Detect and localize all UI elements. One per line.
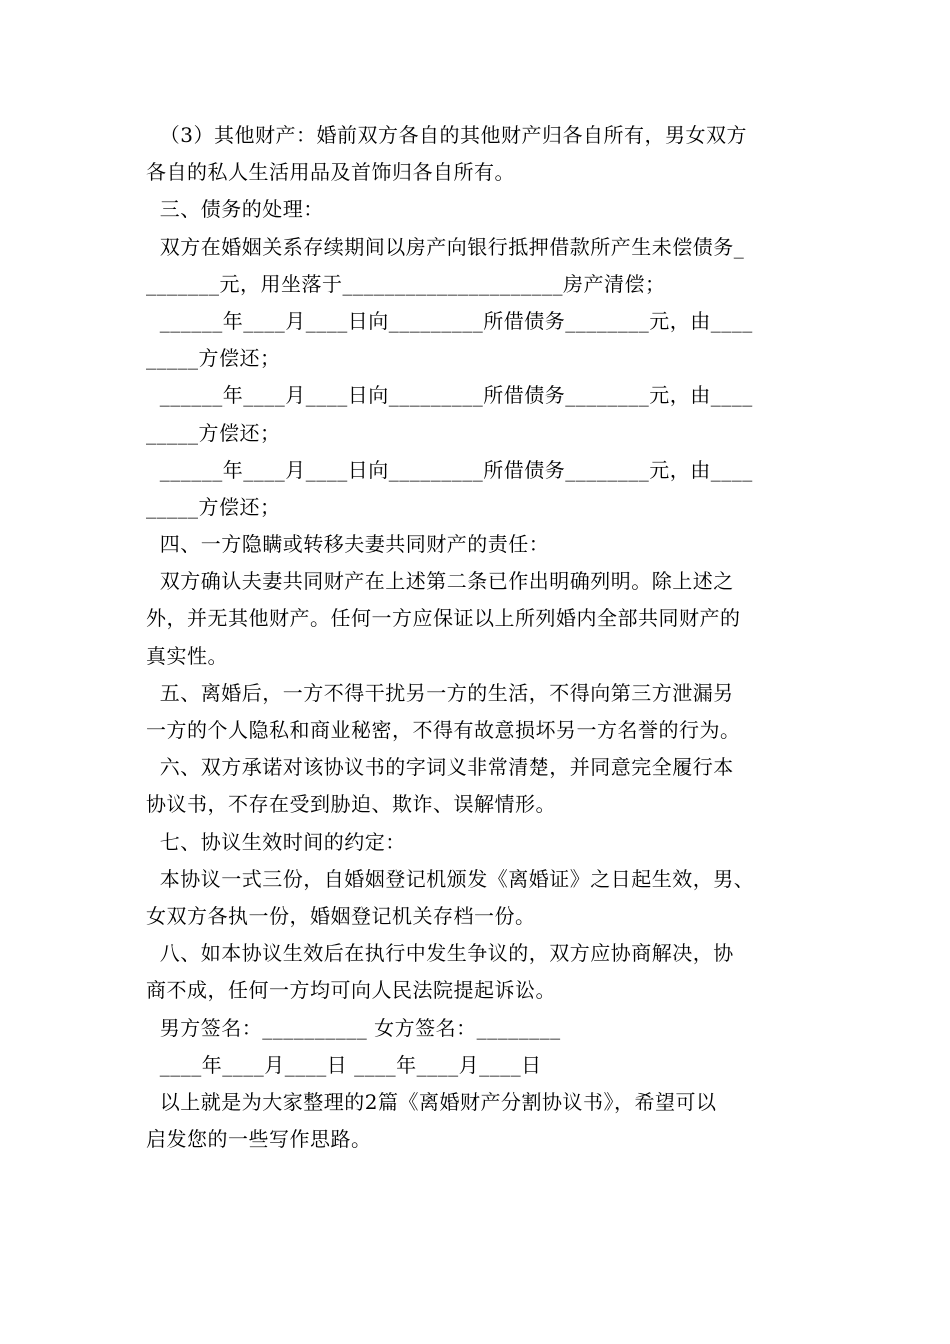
document-page bbox=[146, 117, 814, 1158]
paragraph-line: （3）其他财产：婚前双方各自的其他财产归各自所有，男女双方 bbox=[146, 123, 747, 147]
paragraph-line: 本协议一式三份，自婚姻登记机颁发《离婚证》之日起生效，男、 bbox=[146, 866, 755, 891]
paragraph-line: 商不成，任何一方均可向人民法院提起诉讼。 bbox=[146, 978, 556, 1003]
paragraph-line: 八、如本协议生效后在执行中发生争议的，双方应协商解决，协 bbox=[146, 941, 734, 966]
paragraph-line: 各自的私人生活用品及首饰归各自所有。 bbox=[146, 160, 515, 185]
closing-line: 以上就是为大家整理的2篇《离婚财产分割协议书》，希望可以 bbox=[146, 1089, 717, 1114]
closing-line: 启发您的一些写作思路。 bbox=[146, 1127, 372, 1152]
paragraph-line: _______元，用坐落于_____________________房产清偿； bbox=[146, 271, 666, 296]
paragraph-line: 五、离婚后，一方不得干扰另一方的生活，不得向第三方泄漏另 bbox=[146, 680, 734, 705]
debt-entry-line: ______年____月____日向_________所借债务________元，由____ bbox=[146, 457, 753, 482]
paragraph-line: 双方确认夫妻共同财产在上述第二条已作出明确列明。除上述之 bbox=[146, 569, 734, 594]
signature-line: 男方签名：__________ 女方签名：________ bbox=[146, 1015, 561, 1040]
date-line: ____年____月____日 ____年____月____日 bbox=[146, 1052, 542, 1077]
debt-entry-line: ______年____月____日向_________所借债务________元，由____ bbox=[146, 308, 753, 333]
paragraph-line: 外，并无其他财产。任何一方应保证以上所列婚内全部共同财产的 bbox=[146, 606, 741, 631]
paragraph-line: 女双方各执一份，婚姻登记机关存档一份。 bbox=[146, 903, 536, 928]
debt-entry-line: _____方偿还； bbox=[146, 346, 281, 371]
debt-entry-line: _____方偿还； bbox=[146, 494, 281, 519]
paragraph-line: 六、双方承诺对该协议书的字词义非常清楚，并同意完全履行本 bbox=[146, 755, 734, 780]
section-heading: 七、协议生效时间的约定： bbox=[146, 829, 406, 854]
section-heading: 三、债务的处理： bbox=[146, 197, 324, 222]
paragraph-line: 一方的个人隐私和商业秘密，不得有故意损坏另一方名誉的行为。 bbox=[146, 718, 741, 742]
paragraph-line: 协议书，不存在受到胁迫、欺诈、误解情形。 bbox=[146, 792, 556, 817]
paragraph-line: 双方在婚姻关系存续期间以房产向银行抵押借款所产生未偿债务_ bbox=[146, 234, 745, 259]
debt-entry-line: _____方偿还； bbox=[146, 420, 281, 445]
debt-entry-line: ______年____月____日向_________所借债务________元，由____ bbox=[146, 383, 753, 408]
paragraph-line: 真实性。 bbox=[146, 643, 228, 668]
section-heading: 四、一方隐瞒或转移夫妻共同财产的责任： bbox=[146, 532, 550, 557]
